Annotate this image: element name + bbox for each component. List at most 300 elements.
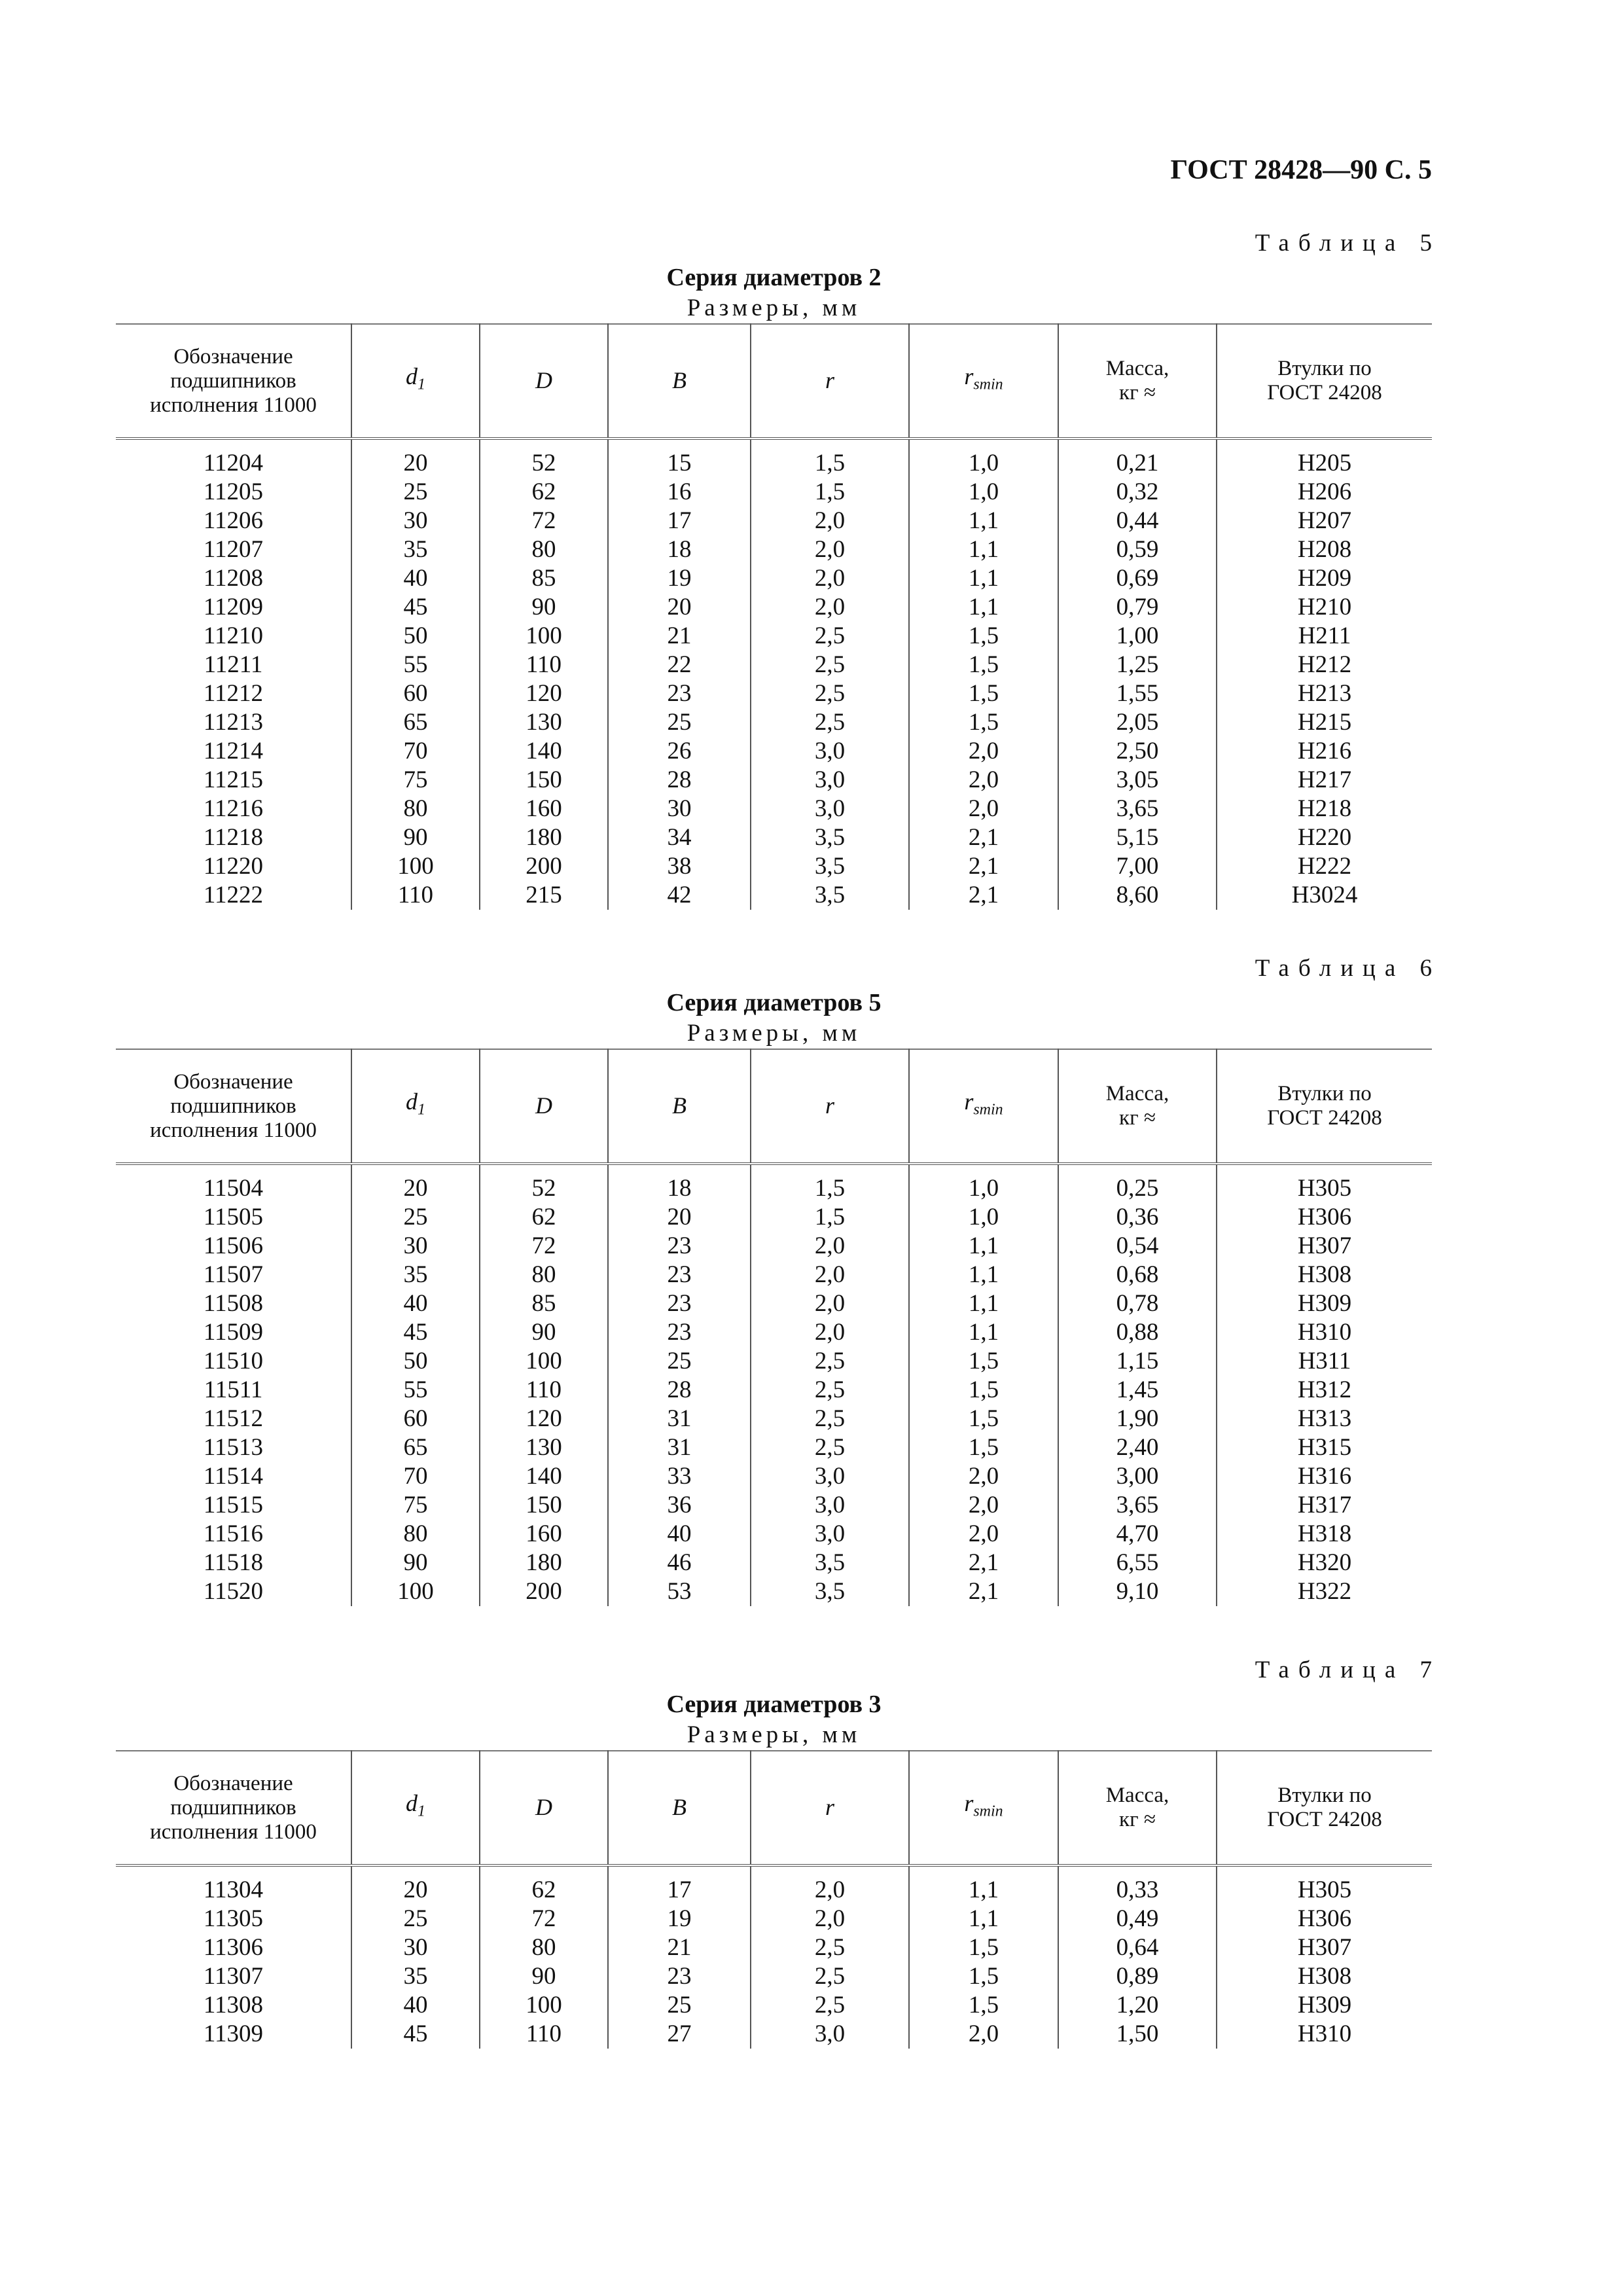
header-line: Обозначение	[173, 1069, 293, 1094]
cell-designation: 11507	[116, 1261, 351, 1289]
cell-mass: 0,36	[1058, 1203, 1217, 1232]
cell-r: 2,0	[751, 1905, 909, 1933]
cell-D: 52	[480, 1164, 608, 1203]
cell-B: 46	[608, 1549, 751, 1577]
cell-B: 25	[608, 1991, 751, 2020]
table-row	[116, 1905, 1432, 1933]
header-line: Масса,	[1105, 1082, 1169, 1105]
table-block	[116, 229, 1441, 910]
cell-sleeve: H222	[1297, 853, 1352, 880]
cell-designation: 11516	[116, 1520, 351, 1549]
table-row	[116, 1933, 1432, 1962]
cell-B: 27	[608, 2020, 751, 2049]
cell-rsmin: 2,0	[909, 1520, 1058, 1549]
col-header-r	[751, 324, 909, 439]
cell-d1: 30	[351, 507, 480, 535]
header-symbol: B	[672, 367, 687, 393]
cell-sleeve: H306	[1297, 1905, 1352, 1932]
header-line: ГОСТ 24208	[1267, 1106, 1382, 1130]
cell-mass: 0,49	[1058, 1905, 1217, 1933]
cell-d1: 35	[351, 1962, 480, 1991]
header-symbol: B	[672, 1793, 687, 1820]
cell-d1: 25	[351, 1203, 480, 1232]
cell-B: 26	[608, 737, 751, 766]
table-row	[116, 1462, 1432, 1491]
cell-rsmin: 1,0	[909, 439, 1058, 478]
cell-D: 160	[480, 795, 608, 823]
cell-sleeve: H308	[1297, 1261, 1352, 1288]
table-row	[116, 852, 1432, 881]
cell-rsmin: 1,1	[909, 507, 1058, 535]
col-header-B	[608, 324, 751, 439]
cell-rsmin: 2,0	[909, 737, 1058, 766]
cell-mass: 0,44	[1058, 507, 1217, 535]
cell-D: 80	[480, 535, 608, 564]
cell-mass: 2,05	[1058, 708, 1217, 737]
cell-r: 3,5	[751, 1577, 909, 1606]
cell-D: 150	[480, 766, 608, 795]
cell-rsmin: 2,1	[909, 852, 1058, 881]
cell-designation: 11307	[116, 1962, 351, 1991]
cell-sleeve: H310	[1297, 1319, 1352, 1346]
header-symbol: r	[964, 363, 974, 390]
cell-designation: 11305	[116, 1905, 351, 1933]
cell-mass: 0,78	[1058, 1289, 1217, 1318]
table-row	[116, 507, 1432, 535]
data-table	[116, 1750, 1432, 2049]
table-row	[116, 1577, 1432, 1606]
cell-B: 42	[608, 881, 751, 910]
cell-rsmin: 1,1	[909, 1289, 1058, 1318]
cell-D: 140	[480, 737, 608, 766]
cell-D: 100	[480, 1991, 608, 2020]
cell-D: 130	[480, 708, 608, 737]
cell-B: 18	[608, 1164, 751, 1203]
cell-B: 23	[608, 679, 751, 708]
cell-designation: 11222	[116, 881, 351, 910]
cell-sleeve: H322	[1297, 1578, 1352, 1605]
cell-D: 110	[480, 651, 608, 679]
cell-d1: 20	[351, 1164, 480, 1203]
cell-rsmin: 2,1	[909, 1549, 1058, 1577]
cell-D: 200	[480, 1577, 608, 1606]
table-row	[116, 737, 1432, 766]
cell-rsmin: 2,1	[909, 881, 1058, 910]
cell-r: 3,0	[751, 795, 909, 823]
cell-d1: 60	[351, 679, 480, 708]
table-row	[116, 1376, 1432, 1405]
col-header-sleeve	[1217, 1049, 1432, 1164]
cell-d1: 55	[351, 651, 480, 679]
cell-D: 72	[480, 1905, 608, 1933]
cell-r: 2,5	[751, 622, 909, 651]
cell-D: 90	[480, 593, 608, 622]
cell-B: 21	[608, 622, 751, 651]
table-label: Таблица 6	[1255, 955, 1441, 982]
cell-D: 110	[480, 1376, 608, 1405]
cell-rsmin: 1,5	[909, 1405, 1058, 1433]
cell-mass: 3,65	[1058, 1491, 1217, 1520]
cell-B: 19	[608, 1905, 751, 1933]
cell-B: 23	[608, 1289, 751, 1318]
cell-d1: 75	[351, 766, 480, 795]
cell-sleeve: H209	[1297, 565, 1352, 592]
cell-D: 62	[480, 1865, 608, 1905]
col-header-D	[480, 1751, 608, 1865]
cell-sleeve: H305	[1297, 1175, 1352, 1202]
cell-sleeve: H206	[1297, 478, 1352, 505]
header-line: Масса,	[1105, 357, 1169, 380]
col-header-sleeve	[1217, 1751, 1432, 1865]
cell-B: 34	[608, 823, 751, 852]
header-line: подшипников	[170, 1094, 296, 1118]
cell-r: 2,0	[751, 535, 909, 564]
cell-B: 28	[608, 1376, 751, 1405]
cell-d1: 110	[351, 881, 480, 910]
cell-B: 15	[608, 439, 751, 478]
cell-sleeve: H205	[1297, 450, 1352, 476]
cell-d1: 90	[351, 1549, 480, 1577]
cell-rsmin: 1,1	[909, 1232, 1058, 1261]
cell-mass: 4,70	[1058, 1520, 1217, 1549]
cell-r: 3,0	[751, 766, 909, 795]
header-symbol: r	[825, 367, 834, 393]
cell-d1: 70	[351, 737, 480, 766]
cell-sleeve: H315	[1297, 1434, 1352, 1461]
cell-designation: 11506	[116, 1232, 351, 1261]
cell-rsmin: 1,1	[909, 593, 1058, 622]
cell-r: 3,5	[751, 823, 909, 852]
cell-sleeve: H213	[1297, 680, 1352, 707]
col-header-B	[608, 1751, 751, 1865]
cell-rsmin: 1,1	[909, 564, 1058, 593]
table-row	[116, 439, 1432, 478]
cell-designation: 11207	[116, 535, 351, 564]
col-header-r	[751, 1049, 909, 1164]
cell-rsmin: 2,0	[909, 2020, 1058, 2049]
cell-D: 120	[480, 1405, 608, 1433]
cell-B: 16	[608, 478, 751, 507]
cell-sleeve: H309	[1297, 1290, 1352, 1317]
cell-designation: 11216	[116, 795, 351, 823]
cell-designation: 11210	[116, 622, 351, 651]
cell-D: 180	[480, 823, 608, 852]
col-header-sleeve	[1217, 324, 1432, 439]
cell-designation: 11509	[116, 1318, 351, 1347]
cell-d1: 40	[351, 1991, 480, 2020]
cell-designation: 11515	[116, 1491, 351, 1520]
cell-designation: 11505	[116, 1203, 351, 1232]
table-title: Серия диаметров 2	[666, 264, 882, 291]
cell-rsmin: 2,0	[909, 1491, 1058, 1520]
cell-D: 90	[480, 1962, 608, 1991]
cell-mass: 1,00	[1058, 622, 1217, 651]
col-header-designation	[116, 1049, 351, 1164]
header-line: кг ≈	[1119, 1106, 1156, 1130]
cell-mass: 9,10	[1058, 1577, 1217, 1606]
table-row	[116, 823, 1432, 852]
table-row	[116, 881, 1432, 910]
cell-r: 2,0	[751, 1289, 909, 1318]
cell-B: 33	[608, 1462, 751, 1491]
cell-d1: 45	[351, 1318, 480, 1347]
cell-rsmin: 1,5	[909, 1347, 1058, 1376]
header-line: ГОСТ 24208	[1267, 381, 1382, 404]
data-table	[116, 1049, 1432, 1606]
cell-designation: 11204	[116, 439, 351, 478]
cell-mass: 0,89	[1058, 1962, 1217, 1991]
cell-designation: 11513	[116, 1433, 351, 1462]
col-header-rsmin	[909, 1049, 1058, 1164]
table-row	[116, 1433, 1432, 1462]
cell-mass: 2,50	[1058, 737, 1217, 766]
table-row	[116, 1491, 1432, 1520]
header-subscript: smin	[973, 1803, 1003, 1820]
cell-sleeve: H307	[1297, 1934, 1352, 1961]
cell-r: 2,5	[751, 1433, 909, 1462]
cell-mass: 1,15	[1058, 1347, 1217, 1376]
cell-d1: 75	[351, 1491, 480, 1520]
cell-B: 31	[608, 1405, 751, 1433]
cell-mass: 0,25	[1058, 1164, 1217, 1203]
cell-D: 62	[480, 1203, 608, 1232]
cell-D: 85	[480, 564, 608, 593]
cell-designation: 11304	[116, 1865, 351, 1905]
cell-r: 2,5	[751, 679, 909, 708]
cell-d1: 40	[351, 1289, 480, 1318]
cell-D: 80	[480, 1261, 608, 1289]
cell-r: 2,5	[751, 651, 909, 679]
cell-r: 1,5	[751, 478, 909, 507]
cell-B: 22	[608, 651, 751, 679]
cell-rsmin: 1,5	[909, 679, 1058, 708]
col-header-mass	[1058, 324, 1217, 439]
cell-designation: 11206	[116, 507, 351, 535]
cell-r: 2,0	[751, 507, 909, 535]
cell-r: 2,0	[751, 1232, 909, 1261]
cell-d1: 70	[351, 1462, 480, 1491]
cell-mass: 0,59	[1058, 535, 1217, 564]
cell-r: 3,0	[751, 1520, 909, 1549]
table-label: Таблица 7	[1255, 1657, 1441, 1683]
table-row	[116, 1318, 1432, 1347]
cell-designation: 11510	[116, 1347, 351, 1376]
page-header: ГОСТ 28428—90 С. 5	[1170, 155, 1432, 185]
cell-rsmin: 2,0	[909, 766, 1058, 795]
table-title: Серия диаметров 5	[666, 989, 882, 1016]
table-row	[116, 679, 1432, 708]
cell-r: 3,5	[751, 852, 909, 881]
cell-rsmin: 2,0	[909, 795, 1058, 823]
table-row	[116, 1405, 1432, 1433]
header-symbol: r	[964, 1790, 974, 1817]
cell-rsmin: 2,1	[909, 823, 1058, 852]
cell-D: 62	[480, 478, 608, 507]
cell-r: 2,5	[751, 1376, 909, 1405]
header-line: Масса,	[1105, 1784, 1169, 1807]
cell-mass: 3,05	[1058, 766, 1217, 795]
cell-D: 80	[480, 1933, 608, 1962]
cell-mass: 1,20	[1058, 1991, 1217, 2020]
cell-rsmin: 1,0	[909, 1164, 1058, 1203]
header-symbol: r	[825, 1092, 834, 1119]
cell-designation: 11520	[116, 1577, 351, 1606]
header-line: исполнения 11000	[150, 393, 317, 417]
col-header-d1	[351, 1049, 480, 1164]
cell-d1: 25	[351, 1905, 480, 1933]
cell-r: 2,0	[751, 1318, 909, 1347]
cell-rsmin: 1,1	[909, 1318, 1058, 1347]
header-line: исполнения 11000	[150, 1820, 317, 1844]
header-subscript: 1	[418, 1803, 425, 1820]
cell-rsmin: 1,1	[909, 1905, 1058, 1933]
cell-designation: 11211	[116, 651, 351, 679]
table-subtitle: Размеры, мм	[687, 1020, 861, 1047]
cell-mass: 3,65	[1058, 795, 1217, 823]
cell-D: 200	[480, 852, 608, 881]
cell-designation: 11306	[116, 1933, 351, 1962]
cell-D: 72	[480, 507, 608, 535]
cell-designation: 11214	[116, 737, 351, 766]
cell-d1: 55	[351, 1376, 480, 1405]
table-row	[116, 593, 1432, 622]
cell-d1: 20	[351, 439, 480, 478]
cell-B: 23	[608, 1318, 751, 1347]
cell-B: 19	[608, 564, 751, 593]
header-symbol: d	[406, 363, 418, 390]
cell-sleeve: H220	[1297, 824, 1352, 851]
cell-rsmin: 1,0	[909, 478, 1058, 507]
cell-d1: 80	[351, 795, 480, 823]
data-table	[116, 323, 1432, 910]
header-line: кг ≈	[1119, 1808, 1156, 1831]
table-row	[116, 1232, 1432, 1261]
header-symbol: B	[672, 1092, 687, 1119]
cell-D: 140	[480, 1462, 608, 1491]
cell-sleeve: H218	[1297, 795, 1352, 822]
cell-d1: 80	[351, 1520, 480, 1549]
header-symbol: d	[406, 1088, 418, 1115]
cell-d1: 100	[351, 852, 480, 881]
cell-B: 36	[608, 1491, 751, 1520]
header-line: ГОСТ 24208	[1267, 1808, 1382, 1831]
table-row	[116, 535, 1432, 564]
cell-mass: 0,88	[1058, 1318, 1217, 1347]
cell-sleeve: H217	[1297, 766, 1352, 793]
col-header-r	[751, 1751, 909, 1865]
cell-mass: 1,25	[1058, 651, 1217, 679]
table-row	[116, 1164, 1432, 1203]
cell-mass: 1,45	[1058, 1376, 1217, 1405]
col-header-d1	[351, 1751, 480, 1865]
cell-rsmin: 1,5	[909, 1433, 1058, 1462]
cell-r: 3,0	[751, 1491, 909, 1520]
cell-d1: 35	[351, 535, 480, 564]
cell-designation: 11504	[116, 1164, 351, 1203]
table-row	[116, 1347, 1432, 1376]
table-row	[116, 795, 1432, 823]
cell-D: 110	[480, 2020, 608, 2049]
table-row	[116, 2020, 1432, 2049]
header-symbol: D	[535, 1793, 552, 1820]
cell-mass: 1,55	[1058, 679, 1217, 708]
header-symbol: d	[406, 1790, 418, 1817]
col-header-designation	[116, 1751, 351, 1865]
cell-d1: 100	[351, 1577, 480, 1606]
cell-designation: 11309	[116, 2020, 351, 2049]
cell-sleeve: H207	[1297, 507, 1352, 534]
table-row	[116, 766, 1432, 795]
cell-sleeve: H306	[1297, 1204, 1352, 1230]
cell-D: 130	[480, 1433, 608, 1462]
cell-r: 1,5	[751, 1203, 909, 1232]
cell-D: 180	[480, 1549, 608, 1577]
cell-r: 2,0	[751, 564, 909, 593]
header-line: исполнения 11000	[150, 1118, 317, 1142]
cell-D: 52	[480, 439, 608, 478]
cell-B: 17	[608, 1865, 751, 1905]
cell-r: 2,5	[751, 1991, 909, 2020]
cell-d1: 40	[351, 564, 480, 593]
cell-r: 3,5	[751, 1549, 909, 1577]
cell-B: 30	[608, 795, 751, 823]
header-symbol: r	[825, 1793, 834, 1820]
cell-rsmin: 1,5	[909, 622, 1058, 651]
cell-sleeve: H317	[1297, 1492, 1352, 1518]
table-title: Серия диаметров 3	[666, 1691, 882, 1718]
cell-rsmin: 1,5	[909, 651, 1058, 679]
cell-mass: 0,33	[1058, 1865, 1217, 1905]
table-block	[116, 954, 1441, 1606]
cell-designation: 11220	[116, 852, 351, 881]
header-line: Втулки по	[1277, 357, 1372, 380]
cell-sleeve: H216	[1297, 738, 1352, 764]
cell-B: 20	[608, 593, 751, 622]
cell-d1: 90	[351, 823, 480, 852]
cell-designation: 11215	[116, 766, 351, 795]
cell-r: 2,0	[751, 1261, 909, 1289]
cell-B: 38	[608, 852, 751, 881]
cell-sleeve: H212	[1297, 651, 1352, 678]
cell-r: 3,0	[751, 737, 909, 766]
cell-sleeve: H310	[1297, 2020, 1352, 2047]
cell-rsmin: 1,5	[909, 1991, 1058, 2020]
cell-mass: 3,00	[1058, 1462, 1217, 1491]
table-row	[116, 1865, 1432, 1905]
table-row	[116, 708, 1432, 737]
cell-D: 85	[480, 1289, 608, 1318]
cell-mass: 1,90	[1058, 1405, 1217, 1433]
cell-r: 2,0	[751, 593, 909, 622]
header-symbol: r	[964, 1088, 974, 1115]
cell-mass: 2,40	[1058, 1433, 1217, 1462]
cell-mass: 8,60	[1058, 881, 1217, 910]
table-row	[116, 1549, 1432, 1577]
cell-designation: 11514	[116, 1462, 351, 1491]
cell-sleeve: H208	[1297, 536, 1352, 563]
cell-D: 100	[480, 622, 608, 651]
cell-d1: 30	[351, 1933, 480, 1962]
cell-d1: 35	[351, 1261, 480, 1289]
cell-sleeve: H318	[1297, 1520, 1352, 1547]
col-header-B	[608, 1049, 751, 1164]
cell-designation: 11518	[116, 1549, 351, 1577]
cell-d1: 25	[351, 478, 480, 507]
cell-rsmin: 1,5	[909, 1376, 1058, 1405]
cell-sleeve: H311	[1298, 1348, 1351, 1374]
cell-designation: 11212	[116, 679, 351, 708]
col-header-mass	[1058, 1751, 1217, 1865]
